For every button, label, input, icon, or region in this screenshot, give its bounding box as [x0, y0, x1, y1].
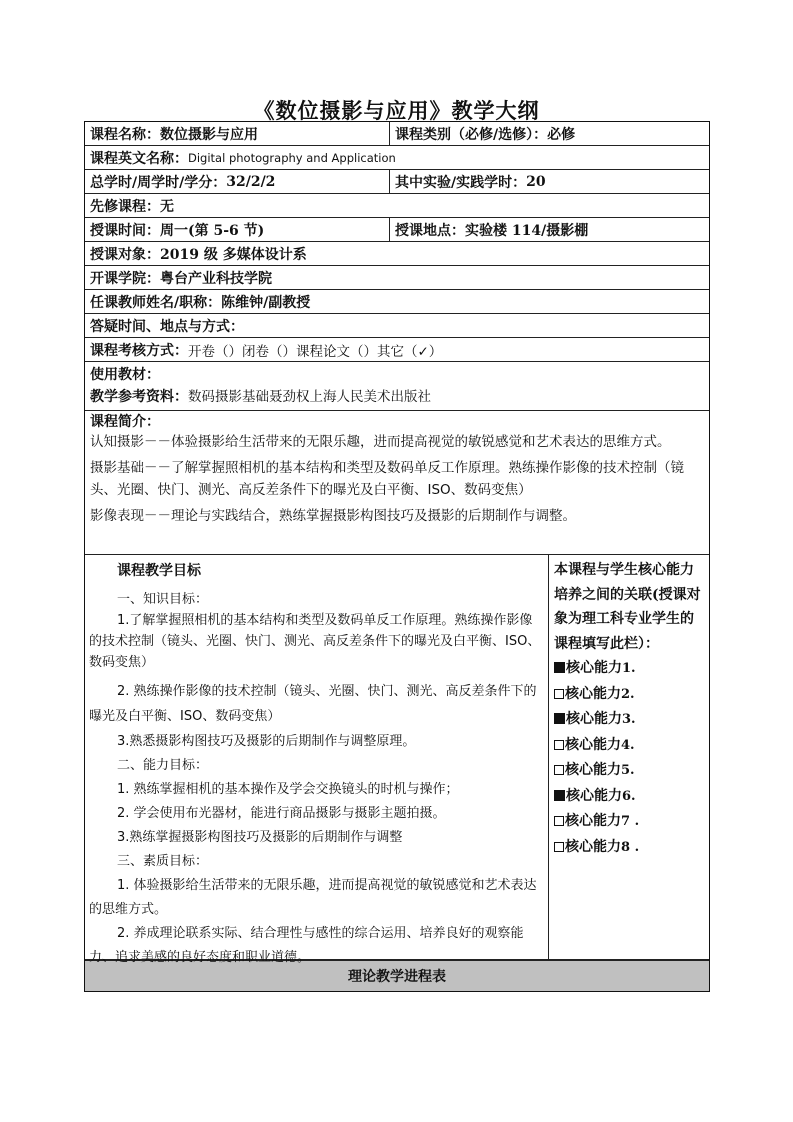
location-label: 授课地点：: [395, 222, 465, 239]
row-materials: [85, 362, 709, 411]
row-college: [85, 266, 709, 290]
core-item-7: 核心能力7 .: [554, 809, 704, 835]
row-office-hours: [85, 314, 709, 338]
unchecked-box-icon: [554, 765, 564, 775]
time-value: 周一(第 5-6 节): [160, 222, 265, 239]
core-item-3: 核心能力3.: [554, 707, 704, 733]
quality-item: 2. 养成理论联系实际、结合理性与感性的综合运用、培养良好的观察能力、追求美感的良好态度和职业道德。: [89, 926, 524, 965]
knowledge-item: 2. 熟练操作影像的技术控制（镜头、光圈、快门、测光、高反差条件下的曝光及白平衡、ISO、数码变焦）: [89, 684, 537, 724]
core-item-8: 核心能力8 .: [554, 835, 704, 861]
core-item-5: 核心能力5.: [554, 758, 704, 784]
references-value: 数码摄影基础聂劲权上海人民美术出版社: [188, 389, 431, 405]
row-prerequisite: [85, 194, 709, 218]
row-assessment: [85, 338, 709, 362]
audience-label: 授课对象：: [90, 246, 160, 263]
college-value: 粤台产业科技学院: [160, 270, 272, 287]
prerequisite-label: 先修课程：: [90, 198, 160, 215]
checked-box-icon: [554, 713, 565, 724]
core-item-2: 核心能力2.: [554, 682, 704, 708]
document-title: 《数位摄影与应用》教学大纲: [253, 98, 540, 123]
assessment-cell: [85, 338, 709, 361]
core-heading: 本课程与学生核心能力培养之间的关联(授课对象为理工科专业学生的课程填写此栏）：: [554, 562, 701, 652]
intro-paragraph: 认知摄影－－体验摄影给生活带来的无限乐趣，进而提高视觉的敏锐感觉和艺术表达的思维方式。: [90, 434, 671, 450]
college-label: 开课学院：: [90, 270, 160, 287]
college-cell: [85, 266, 709, 289]
location-cell: [390, 218, 709, 241]
core-item-1: 核心能力1.: [554, 656, 704, 682]
english-name-cell: [85, 146, 709, 169]
intro-cell: [85, 411, 709, 554]
textbook-line: [90, 364, 704, 386]
audience-value: 2019 级 多媒体设计系: [160, 246, 307, 263]
lab-hours-value: 20: [526, 173, 546, 190]
unchecked-box-icon: [554, 740, 564, 750]
row-intro: [85, 411, 709, 555]
location-value: 实验楼 114/摄影棚: [465, 222, 589, 239]
course-name-label: 课程名称：: [90, 126, 160, 143]
course-type-cell: [390, 122, 709, 145]
goals-heading: 课程教学目标: [117, 563, 201, 579]
checked-box-icon: [554, 662, 565, 673]
intro-label: 课程简介：: [90, 414, 160, 430]
english-name-label: 课程英文名称：: [90, 150, 188, 167]
assessment-value: 开卷（）闭卷（）课程论文（）其它（✓）: [188, 343, 443, 360]
references-label: 教学参考资料：: [90, 389, 188, 405]
intro-paragraph: 影像表现－－理论与实践结合，熟练掌握摄影构图技巧及摄影的后期制作与调整。: [90, 508, 576, 524]
checked-box-icon: [554, 790, 565, 801]
english-name-value: Digital photography and Application: [188, 150, 396, 165]
core-item-4: 核心能力4.: [554, 733, 704, 759]
prerequisite-cell: [85, 194, 709, 217]
prerequisite-value: 无: [160, 198, 174, 215]
audience-cell: [85, 242, 709, 265]
unchecked-box-icon: [554, 816, 564, 826]
syllabus-table: [84, 121, 710, 992]
course-type-value: 必修: [547, 126, 576, 143]
teacher-label: 任课教师姓名/职称：: [90, 294, 222, 311]
intro-paragraph: 摄影基础－－了解掌握照相机的基本结构和类型及数码单反工作原理。熟练操作影像的技术控制（镜头、光圈、快门、测光、高反差条件下的曝光及白平衡、ISO、数码变焦）: [90, 460, 684, 498]
ability-item: 2. 学会使用布光器材，能进行商品摄影与摄影主题拍摄。: [117, 806, 446, 821]
course-name-cell: [85, 122, 390, 145]
hours-cell: [85, 170, 390, 193]
teaching-goals-cell: [85, 555, 549, 965]
references-line: [90, 386, 704, 408]
knowledge-item: 3.熟悉摄影构图技巧及摄影的后期制作与调整原理。: [117, 734, 416, 749]
time-cell: [85, 218, 390, 241]
course-name-value: 数位摄影与应用: [160, 126, 258, 143]
hours-label: 总学时/周学时/学分：: [90, 174, 227, 191]
core-item-6: 核心能力6.: [554, 784, 704, 810]
unchecked-box-icon: [554, 689, 564, 699]
course-type-label: 课程类别（必修/选修）：: [395, 126, 548, 143]
row-teacher: [85, 290, 709, 314]
office-hours-cell: [85, 314, 709, 337]
ability-item: 1. 熟练掌握相机的基本操作及学会交换镜头的时机与操作；: [117, 782, 459, 797]
office-hours-label: 答疑时间、地点与方式：: [90, 318, 244, 335]
teacher-value: 陈维钟/副教授: [221, 294, 311, 311]
row-goals: [85, 555, 709, 965]
ability-heading: 二、能力目标：: [117, 758, 209, 773]
row-course-name: [85, 122, 709, 146]
knowledge-heading: 一、知识目标：: [117, 592, 209, 607]
quality-heading: 三、素质目标：: [117, 854, 209, 869]
row-audience: [85, 242, 709, 266]
ability-item: 3.熟练掌握摄影构图技巧及摄影的后期制作与调整: [117, 830, 403, 845]
assessment-label: 课程考核方式：: [90, 342, 188, 359]
row-english-name: [85, 146, 709, 170]
lab-hours-cell: [390, 170, 709, 193]
lab-hours-label: 其中实验/实践学时：: [395, 174, 527, 191]
knowledge-item: 1.了解掌握照相机的基本结构和类型及数码单反工作原理。熟练操作影像的技术控制（镜头、光圈、快门、测光、高反差条件下的曝光及白平衡、ISO、数码变焦）: [89, 613, 541, 670]
hours-value: 32/2/2: [226, 173, 276, 190]
textbook-label: 使用教材：: [90, 367, 160, 383]
quality-item: 1. 体验摄影给生活带来的无限乐趣，进而提高视觉的敏锐感觉和艺术表达的思维方式。: [89, 878, 537, 917]
row-hours: [85, 170, 709, 194]
time-label: 授课时间：: [90, 222, 160, 239]
row-time-location: [85, 218, 709, 242]
unchecked-box-icon: [554, 842, 564, 852]
core-competency-cell: [549, 555, 709, 959]
materials-cell: [85, 362, 709, 410]
teacher-cell: [85, 290, 709, 313]
theory-schedule-banner: 理论教学进程表: [85, 960, 709, 991]
